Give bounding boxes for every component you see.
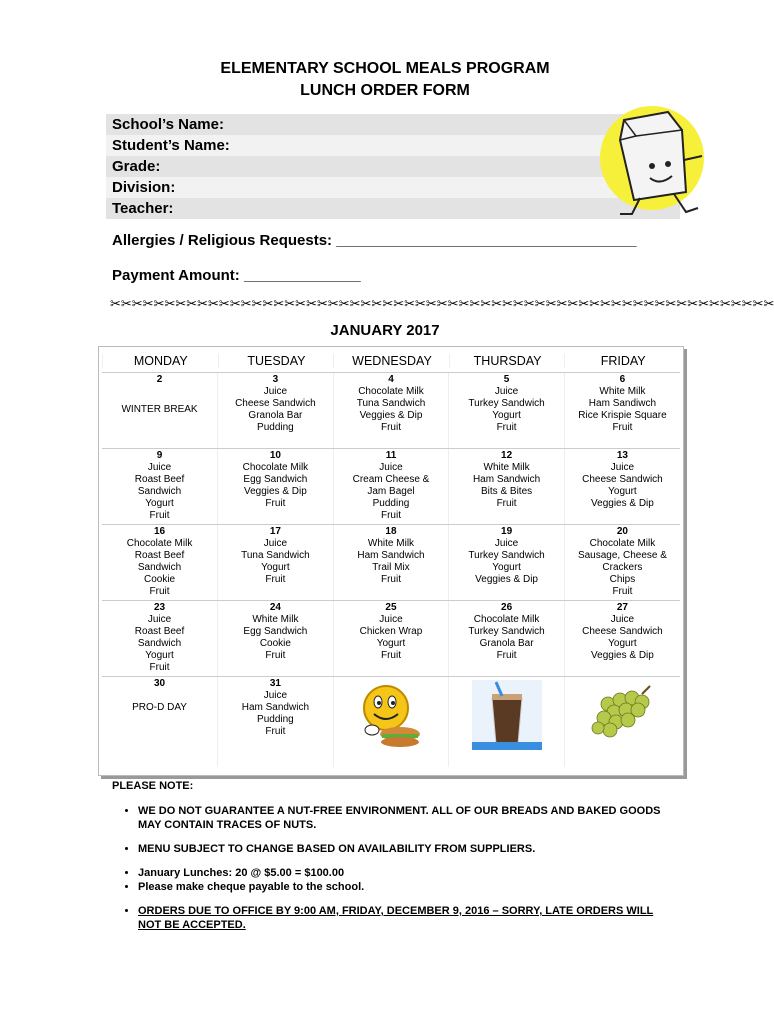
menu-item: Sandwich	[137, 638, 182, 649]
menu-item: Juice	[147, 614, 172, 625]
lunch-bag-icon	[590, 100, 710, 220]
menu-calendar	[98, 346, 684, 776]
menu-item: Juice	[610, 462, 635, 473]
note-menu-change: • MENU SUBJECT TO CHANGE BASED ON AVAILABILITY FROM SUPPLIERS.	[138, 842, 672, 856]
payment-amount-field[interactable]: Payment Amount: ______________	[112, 267, 361, 284]
day-number: 12	[501, 450, 513, 461]
menu-item: White Milk	[252, 614, 299, 625]
menu-item: Tuna Sandwich	[241, 550, 310, 561]
menu-day-cell	[218, 677, 334, 767]
menu-item: Juice	[494, 386, 519, 397]
day-number: 13	[616, 450, 628, 461]
menu-item: White Milk	[483, 462, 530, 473]
menu-month: JANUARY 2017	[330, 322, 440, 339]
menu-item: Juice	[263, 386, 288, 397]
menu-day-cell	[218, 525, 334, 601]
menu-item: Cream Cheese &	[352, 474, 430, 485]
day-number: 18	[385, 526, 397, 537]
menu-day-cell	[564, 449, 680, 525]
menu-week-row	[102, 449, 680, 525]
menu-item: Cookie	[259, 638, 291, 649]
menu-day-cell	[449, 449, 565, 525]
day-number: 6	[619, 374, 626, 385]
menu-item: Chocolate Milk	[358, 386, 424, 397]
day-number: 30	[153, 678, 166, 689]
note-cheque: • Please make cheque payable to the school.	[138, 880, 672, 894]
menu-item: Yogurt	[608, 638, 637, 649]
menu-item: Bits & Bites	[481, 486, 533, 497]
menu-item: Yogurt	[608, 486, 637, 497]
menu-day-cell	[333, 601, 449, 677]
notes-section	[112, 780, 672, 932]
menu-item: Fruit	[149, 510, 170, 521]
day-number: 25	[385, 602, 397, 613]
menu-item: Yogurt	[261, 562, 290, 573]
student-name-field[interactable]: Student’s Name:	[106, 135, 680, 156]
day-header: THURSDAY	[449, 350, 565, 373]
menu-day-cell	[218, 449, 334, 525]
note-lunch-cost: • January Lunches: 20 @ $5.00 = $100.00	[138, 866, 672, 880]
menu-item: PRO-D DAY	[132, 702, 187, 713]
menu-item: Fruit	[265, 650, 286, 661]
day-number: 26	[501, 602, 513, 613]
menu-day-cell	[333, 373, 449, 449]
menu-item: Rice Krispie Square	[578, 410, 667, 421]
menu-item: Pudding	[257, 714, 294, 725]
menu-item: Roast Beef	[134, 626, 185, 637]
menu-item: Juice	[494, 538, 519, 549]
menu-item: Chocolate Milk	[126, 538, 193, 549]
menu-item: Fruit	[612, 586, 633, 597]
menu-day-cell	[449, 373, 565, 449]
menu-item: Fruit	[612, 422, 633, 433]
menu-item: Sandwich	[137, 486, 182, 497]
notes-heading: PLEASE NOTE:	[112, 780, 194, 792]
menu-item: White Milk	[367, 538, 415, 549]
menu-item: Chips	[609, 574, 636, 585]
menu-item: Ham Sandwich	[357, 550, 425, 561]
menu-item: Fruit	[380, 650, 401, 661]
menu-day-cell	[102, 677, 218, 767]
menu-item: Juice	[610, 614, 635, 625]
menu-item: Fruit	[265, 498, 286, 509]
menu-item: Yogurt	[145, 650, 174, 661]
menu-item: Granola Bar	[479, 638, 534, 649]
menu-day-cell	[564, 525, 680, 601]
menu-day-cell	[564, 601, 680, 677]
menu-item: Cheese Sandwich	[582, 474, 663, 485]
menu-item: Yogurt	[376, 638, 406, 649]
note-due-date: • ORDERS DUE TO OFFICE BY 9:00 AM, FRIDAY, DECEMBER 9, 2016 – SORRY, LATE ORDERS WILL NOT BE ACCEPTED.	[138, 904, 672, 932]
menu-item: Juice	[147, 462, 172, 473]
menu-day-cell	[449, 525, 565, 601]
menu-day-cell	[102, 449, 218, 525]
menu-item: Tuna Sandwich	[356, 398, 426, 409]
menu-item: Turkey Sandwich	[468, 398, 545, 409]
menu-item: Turkey Sandwich	[468, 550, 545, 561]
menu-item: Fruit	[265, 726, 286, 737]
day-note: WINTER BREAK	[121, 404, 198, 415]
day-header-row	[102, 350, 680, 373]
menu-item: Fruit	[380, 422, 401, 433]
menu-item: Veggies & Dip	[591, 498, 654, 509]
day-header: TUESDAY	[218, 350, 334, 373]
menu-item: Egg Sandwich	[243, 626, 308, 637]
menu-week-row	[102, 525, 680, 601]
division-field[interactable]: Division:	[106, 177, 680, 198]
menu-day-cell	[102, 373, 218, 449]
grade-field[interactable]: Grade:	[106, 156, 680, 177]
day-number: 5	[503, 374, 510, 385]
menu-item: Yogurt	[492, 410, 521, 421]
day-number: 4	[388, 374, 394, 385]
allergies-field[interactable]: Allergies / Religious Requests: ____________________________________	[112, 232, 637, 249]
form-subtitle: LUNCH ORDER FORM	[300, 82, 470, 99]
milkshake-icon	[451, 680, 562, 754]
menu-day-cell	[218, 601, 334, 677]
menu-day-cell	[333, 449, 449, 525]
menu-item: Ham Sandiwch	[588, 398, 657, 409]
menu-day-cell	[449, 677, 565, 767]
day-number: 23	[153, 602, 166, 613]
menu-week-row	[102, 677, 680, 767]
menu-item: Sandwich	[137, 562, 182, 573]
menu-week-row	[102, 601, 680, 677]
menu-item: Fruit	[265, 574, 286, 585]
menu-item: Jam Bagel	[367, 486, 415, 497]
day-number: 10	[269, 450, 281, 461]
menu-item: Fruit	[149, 586, 170, 597]
smiley-burger-icon	[336, 680, 447, 754]
menu-item: Roast Beef	[134, 550, 185, 561]
menu-item: Juice	[379, 614, 403, 625]
menu-item: Cheese Sandwich	[235, 398, 316, 409]
menu-item: Fruit	[496, 498, 517, 509]
menu-item: Juice	[379, 462, 403, 473]
menu-item: Pudding	[257, 422, 294, 433]
day-number: 27	[616, 602, 628, 613]
menu-item: Trail Mix	[372, 562, 410, 573]
form-title: ELEMENTARY SCHOOL MEALS PROGRAM	[220, 60, 550, 77]
menu-item: Veggies & Dip	[591, 650, 654, 661]
menu-item: Cheese Sandwich	[582, 626, 663, 637]
menu-item: Sausage, Cheese &	[577, 550, 667, 561]
menu-item: Egg Sandwich	[243, 474, 308, 485]
day-number: 2	[156, 374, 163, 385]
menu-item: Fruit	[496, 650, 517, 661]
day-number: 20	[616, 526, 628, 537]
day-number: 16	[153, 526, 166, 537]
menu-item: Cookie	[143, 574, 176, 585]
menu-day-cell	[333, 677, 449, 767]
menu-item: Turkey Sandwich	[468, 626, 545, 637]
menu-day-cell	[218, 373, 334, 449]
grapes-icon	[567, 680, 678, 748]
menu-day-cell	[102, 525, 218, 601]
note-nut-free: • WE DO NOT GUARANTEE A NUT-FREE ENVIRONMENT. ALL OF OUR BREADS AND BAKED GOODS MAY CONTAIN TRACES OF NUTS.	[138, 804, 672, 832]
menu-item: Veggies & Dip	[359, 410, 423, 421]
menu-day-cell	[564, 373, 680, 449]
day-number: 3	[272, 374, 279, 385]
menu-item: Fruit	[149, 662, 170, 673]
menu-item: Ham Sandwich	[241, 702, 310, 713]
day-header: MONDAY	[102, 350, 218, 373]
day-number: 17	[269, 526, 281, 537]
menu-item: Veggies & Dip	[243, 486, 307, 497]
menu-item: Chicken Wrap	[359, 626, 423, 637]
menu-item: Juice	[263, 538, 288, 549]
menu-item: Pudding	[372, 498, 410, 509]
day-number: 31	[269, 678, 281, 689]
menu-day-cell	[449, 601, 565, 677]
day-number: 11	[385, 450, 397, 461]
day-header: FRIDAY	[564, 350, 680, 373]
day-number: 19	[501, 526, 513, 537]
menu-item: Chocolate Milk	[242, 462, 309, 473]
menu-item: Fruit	[380, 510, 401, 521]
menu-item: Yogurt	[145, 498, 174, 509]
menu-item: Ham Sandwich	[472, 474, 541, 485]
menu-week-row	[102, 373, 680, 449]
menu-item: Crackers	[602, 562, 643, 573]
menu-item: Chocolate Milk	[473, 614, 540, 625]
menu-item: Fruit	[496, 422, 517, 433]
day-number: 9	[156, 450, 163, 461]
teacher-field[interactable]: Teacher:	[106, 198, 680, 219]
menu-item: White Milk	[599, 386, 646, 397]
day-header: WEDNESDAY	[333, 350, 449, 373]
school-name-field[interactable]: School’s Name:	[106, 114, 680, 135]
menu-item: Yogurt	[492, 562, 521, 573]
menu-day-cell	[102, 601, 218, 677]
menu-day-cell	[564, 677, 680, 767]
day-number: 24	[269, 602, 281, 613]
menu-item: Veggies & Dip	[475, 574, 538, 585]
menu-item: Fruit	[380, 574, 401, 585]
cut-line: ✂✂✂✂✂✂✂✂✂✂✂✂✂✂✂✂✂✂✂✂✂✂✂✂✂✂✂✂✂✂✂✂✂✂✂✂✂✂✂✂✂✂✂✂✂✂✂✂✂✂✂✂✂✂✂✂✂✂✂✂✂	[110, 296, 774, 311]
menu-item: Chocolate Milk	[589, 538, 656, 549]
menu-item: Juice	[263, 690, 288, 701]
menu-item: Roast Beef	[134, 474, 185, 485]
menu-day-cell	[333, 525, 449, 601]
menu-item: Granola Bar	[248, 410, 303, 421]
menu-table	[102, 350, 680, 767]
